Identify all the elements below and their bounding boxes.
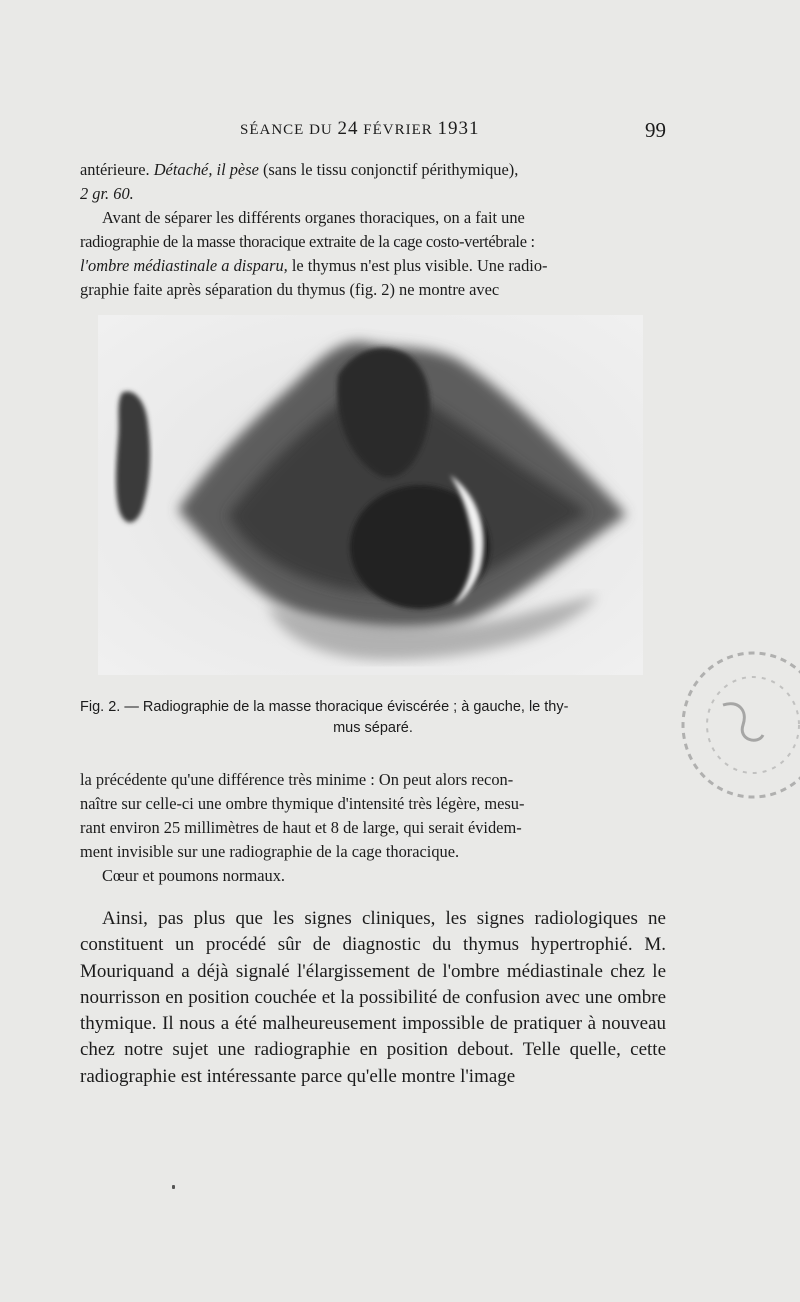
ink-speck	[172, 1185, 175, 1189]
page-number: 99	[645, 118, 666, 142]
figure-caption: Fig. 2. — Radiographie de la masse thoracique éviscérée ; à gauche, le thy- mus séparé.	[80, 699, 569, 736]
paragraph-3: la précédente qu'une différence très minime : On peut alors recon- naître sur celle-ci une ombre thymique d'intensité très légère, mesu- rant environ 25 millimètres de haut et 8 de large, qui serait évidem- ment invisible sur une radiographie de la cage thoracique. Cœur et poumons normaux.	[80, 770, 525, 885]
radiograph-figure	[98, 315, 643, 675]
paragraph-4: Ainsi, pas plus que les signes cliniques, les signes radiologiques ne constituent un procédé sûr de diagnostic du thymus hypertrophié. M. Mouriquand a déjà signalé l'élargissement de l'ombre médiastinale chez le nourrisson en position couchée et la possibilité de confusion avec une ombre thymique. Il nous a été malheureusement impossible de pratiquer à nouveau chez notre sujet une radiographie en position debout. Telle quelle, cette radiographie est intéressante parce qu'elle montre l'image	[80, 908, 666, 1087]
library-stamp	[668, 650, 800, 810]
radiograph-image	[98, 315, 643, 675]
header-title: SÉANCE DU 24 FÉVRIER 1931	[240, 118, 480, 139]
paragraph-1: antérieure. Détaché, il pèse (sans le tissu conjonctif périthymique), 2 gr. 60. Avant de séparer les différents organes thoraciques, on a fait une radiographie de la masse thoracique extraite de la cage costo-vertébrale : l'ombre médiastinale a disparu, le thymus n'est plus visible. Une radio- graphie faite après séparation du thymus (fig. 2) ne montre avec	[80, 160, 548, 299]
running-header	[80, 118, 666, 148]
